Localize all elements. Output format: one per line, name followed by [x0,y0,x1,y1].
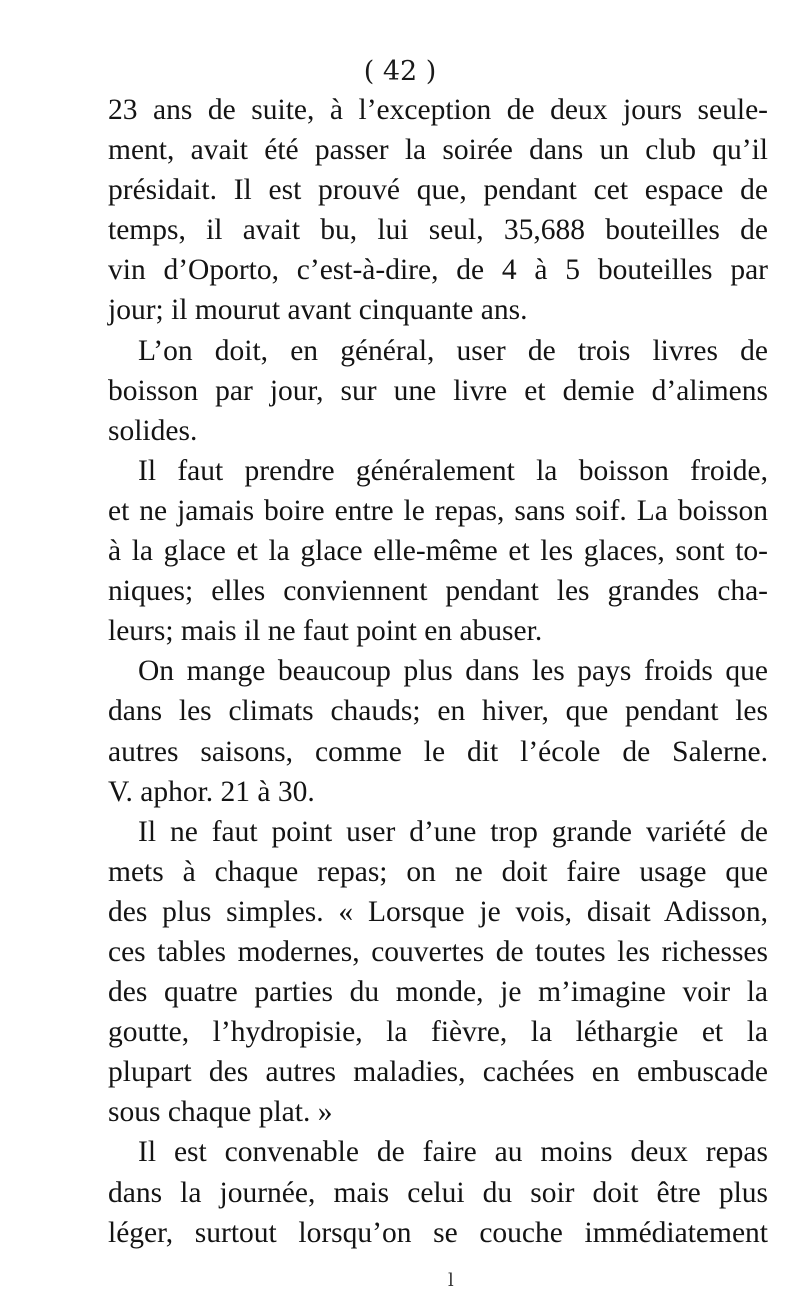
text-line: temps, il avait bu, lui seul, 35,688 bouteilles de [108,214,768,247]
text-line: et ne jamais boire entre le repas, sans soif. La boisson [108,494,768,527]
text-line: à la glace et la glace elle-même et les glaces, sont to- [108,535,768,568]
text-line: dans les climats chauds; en hiver, que pendant les [108,695,768,728]
text-line: solides. [108,414,198,447]
text-line: 23 ans de suite, à l’exception de deux jours seule- [108,94,768,126]
text-line: sous chaque plat. » [108,1096,333,1129]
text-line: jour; il mourut avant cinquante ans. [108,294,528,327]
text-line: leurs; mais il ne faut point en abuser. [108,615,543,648]
text-line: boisson par jour, sur une livre et demie d’alimens [108,374,768,407]
text-line: niques; elles conviennent pendant les grandes cha- [108,575,768,608]
text-line: autres saisons, comme le dit l’école de Salerne. [108,735,768,768]
text-line: Il faut prendre généralement la boisson froide, [138,454,768,487]
text-line: V. aphor. 21 à 30. [108,775,315,808]
text-line: plupart des autres maladies, cachées en embuscade [108,1056,768,1089]
text-line: des plus simples. « Lorsque je vois, disait Adisson, [108,895,768,928]
text-line: L’on doit, en général, user de trois livres de [138,334,768,367]
text-line: ces tables modernes, couvertes de toutes les richesses [108,935,768,968]
text-line: Il est convenable de faire au moins deux repas [138,1136,768,1169]
signature-mark: l [448,1270,454,1291]
text-line: ment, avait été passer la soirée dans un club qu’il [108,134,768,167]
text-line: léger, surtout lorsqu’on se couche immédiatement [108,1216,768,1249]
page-number: ( 42 ) [363,56,437,87]
text-line: vin d’Oporto, c’est-à-dire, de 4 à 5 bouteilles par [108,254,768,287]
text-line: présidait. Il est prouvé que, pendant cet espace de [108,174,768,207]
text-line: On mange beaucoup plus dans les pays froids que [138,655,768,688]
text-line: des quatre parties du monde, je m’imagine voir la [108,976,768,1009]
text-line: dans la journée, mais celui du soir doit être plus [108,1176,768,1209]
body-text [108,90,768,1253]
text-line: mets à chaque repas; on ne doit faire usage que [108,855,768,888]
text-line: goutte, l’hydropisie, la fièvre, la léthargie et la [108,1016,768,1049]
text-line: Il ne faut point user d’une trop grande variété de [138,815,768,848]
